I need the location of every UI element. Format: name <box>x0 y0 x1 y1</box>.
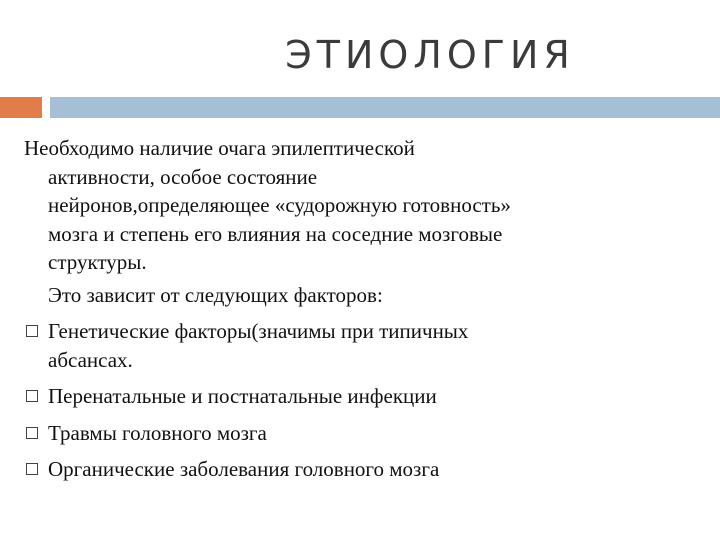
slide-title: ЭТИОЛОГИЯ <box>285 33 575 77</box>
factors-intro: Это зависит от следующих факторов: <box>48 282 383 307</box>
bullet-line: Генетические факторы(значимы при типичных <box>48 319 469 343</box>
list-item <box>24 382 684 411</box>
bullet-line: абсансах. <box>48 347 133 372</box>
square-bullet-icon <box>26 325 38 337</box>
intro-line: мозга и степень его влияния на соседние мозговые <box>48 221 503 246</box>
square-bullet-icon <box>26 463 38 475</box>
square-bullet-icon <box>26 390 38 402</box>
accent-bar-blue <box>50 97 720 118</box>
intro-line: нейронов,определяющее «судорожную готовность» <box>48 193 511 217</box>
list-item <box>24 419 684 448</box>
intro-line: структуры. <box>48 250 147 274</box>
bullet-line: Органические заболевания головного мозга <box>48 457 440 481</box>
factor-list <box>24 317 684 484</box>
list-item <box>24 455 684 484</box>
slide-body <box>24 134 684 492</box>
square-bullet-icon <box>26 427 38 439</box>
bullet-line: Травмы головного мозга <box>48 420 267 445</box>
intro-line: активности, особое состояние <box>48 164 318 189</box>
list-item <box>24 317 684 374</box>
intro-paragraph <box>24 134 684 277</box>
bullet-line: Перенатальные и постнатальные инфекции <box>48 384 437 408</box>
accent-bar-orange <box>0 97 42 118</box>
intro-line: Необходимо наличие очага эпилептической <box>24 136 415 160</box>
